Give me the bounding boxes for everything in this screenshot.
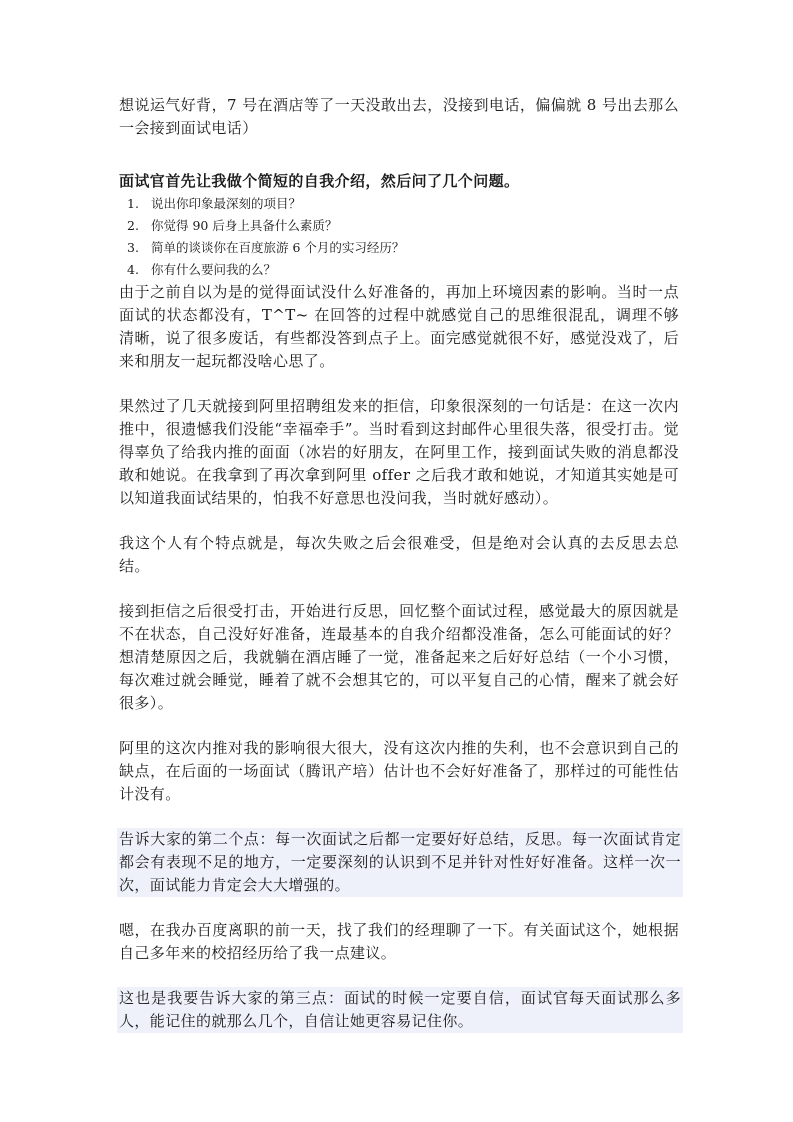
list-item xyxy=(119,193,679,215)
highlighted-paragraph: 告诉大家的第二个点：每一次面试之后都一定要好好总结，反思。每一次面试肯定都会有表现不足的地方，一定要深刻的认识到不足并针对性好好准备。这样一次一次，面试能力肯定会大大增强的。 xyxy=(117,828,683,897)
list-item-number: 4. xyxy=(127,262,139,277)
list-item-number: 2. xyxy=(127,218,139,233)
list-item-text: 简单的谈谈你在百度旅游 6 个月的实习经历？ xyxy=(151,240,405,255)
highlighted-paragraph: 这也是我要告诉大家的第三点：面试的时候一定要自信，面试官每天面试那么多人，能记住的就那么几个，自信让她更容易记住你。 xyxy=(117,987,683,1033)
list-item-text: 你有什么要问我的么？ xyxy=(151,262,277,277)
body-paragraph: 果然过了几天就接到阿里招聘组发来的拒信，印象很深刻的一句话是：在这一次内推中，很遗憾我们没能“幸福牵手”。当时看到这封邮件心里很失落，很受打击。觉得辜负了给我内推的面面（冰岩的好朋友，在阿里工作，接到面试失败的消息都没敢和她说。在我拿到了再次拿到阿里 offer 之后我才敢和她说，才知道其实她是可以知道我面试结果的，怕我不好意思也没问我，当时就好感动）。 xyxy=(119,397,679,507)
section-heading: 面试官首先让我做个简短的自我介绍，然后问了几个问题。 xyxy=(119,172,520,190)
list-item xyxy=(119,215,679,237)
body-paragraph: 接到拒信之后很受打击，开始进行反思，回忆整个面试过程，感觉最大的原因就是不在状态，自己没好好准备，连最基本的自我介绍都没准备，怎么可能面试的好？ 想清楚原因之后，我就躺在酒店睡了一觉，准备起来之后好好总结（一个小习惯，每次难过就会睡觉，睡着了就不会想其它的，可以平复自己的心情，醒来了就会好很多）。 xyxy=(119,602,679,712)
list-item-text: 说出你印象最深刻的项目？ xyxy=(151,196,302,211)
list-item-text: 你觉得 90 后身上具备什么素质？ xyxy=(151,218,338,233)
body-paragraph: 由于之前自以为是的觉得面试没什么好准备的，再加上环境因素的影响。当时一点面试的状态都没有，T^T~ 在回答的过程中就感觉自己的思维很混乱，调理不够清晰，说了很多废话，有些都没答到点子上。面完感觉就很不好，感觉没戏了，后来和朋友一起玩都没啥心思了。 xyxy=(119,283,679,370)
document-page xyxy=(119,94,679,1033)
body-paragraph: 我这个人有个特点就是，每次失败之后会很难受，但是绝对会认真的去反思去总结。 xyxy=(119,534,679,575)
list-item-number: 3. xyxy=(127,240,139,255)
body-paragraph: 阿里的这次内推对我的影响很大很大，没有这次内推的失利，也不会意识到自己的缺点，在后面的一场面试（腾讯产培）估计也不会好好准备了，那样过的可能性估计没有。 xyxy=(119,739,679,803)
question-list xyxy=(119,193,679,281)
list-item xyxy=(119,259,679,281)
body-paragraph: 嗯，在我办百度离职的前一天，找了我们的经理聊了一下。有关面试这个，她根据自己多年来的校招经历给了我一点建议。 xyxy=(119,921,679,962)
list-item xyxy=(119,237,679,259)
list-item-number: 1. xyxy=(127,196,139,211)
intro-paragraph: 想说运气好背，7 号在酒店等了一天没敢出去，没接到电话，偏偏就 8 号出去那么一会接到面试电话） xyxy=(119,96,679,137)
